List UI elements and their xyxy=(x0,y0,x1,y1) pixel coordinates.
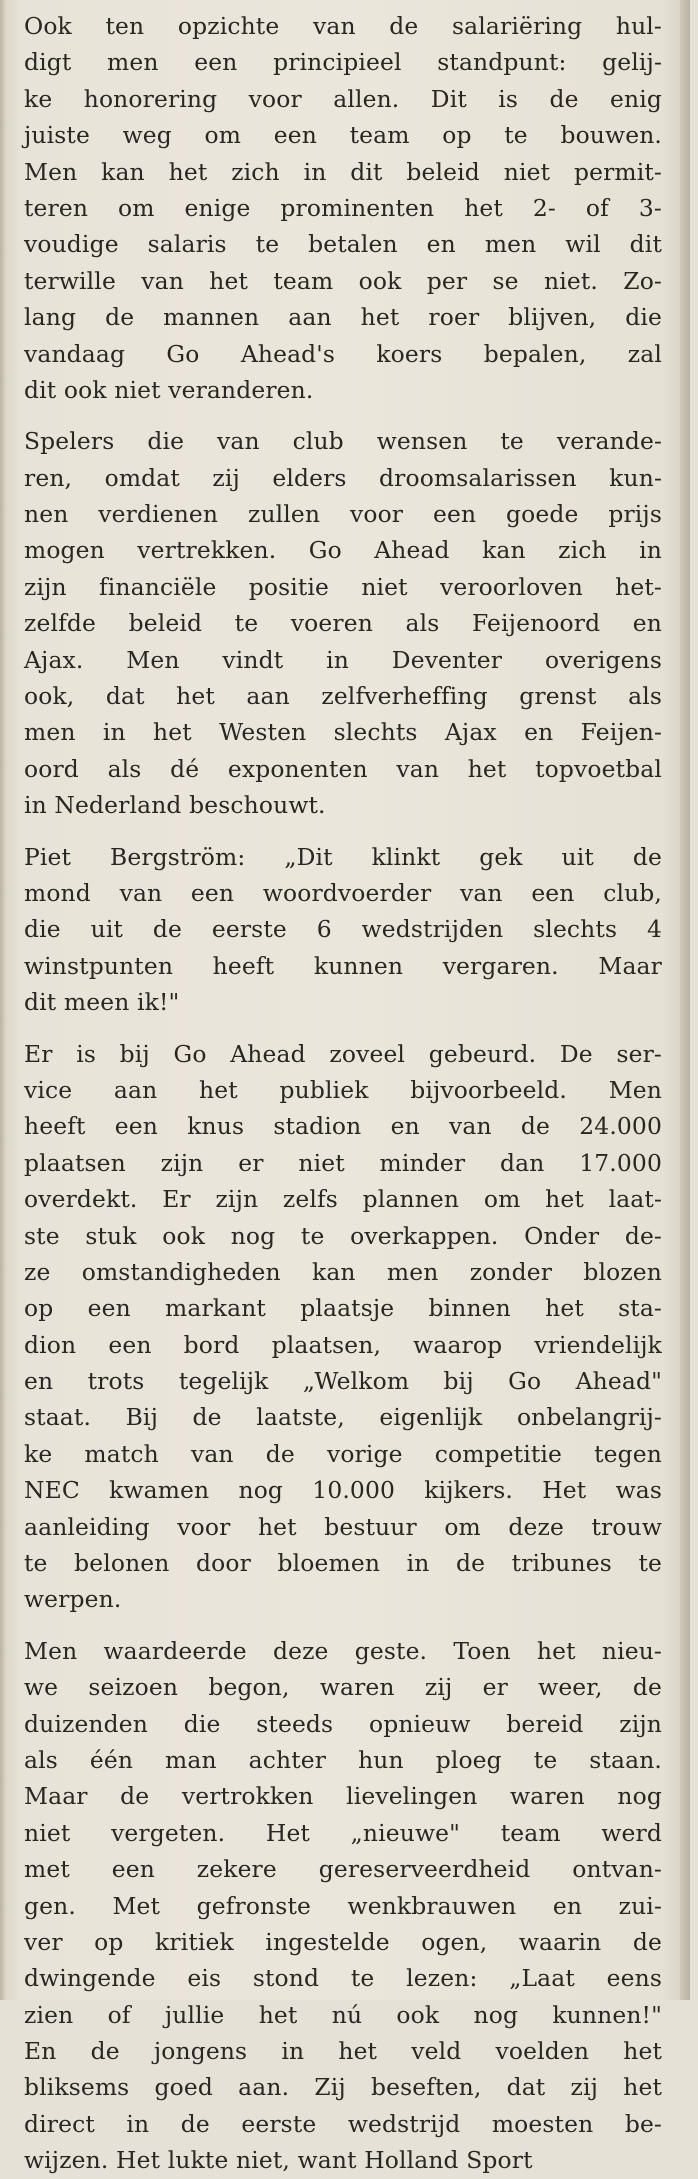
text-line: lang de mannen aan het roer blijven, die xyxy=(24,303,662,332)
text-line: vice aan het publiek bijvoorbeeld. Men xyxy=(24,1075,662,1104)
text-line: als één man achter hun ploeg te staan. xyxy=(24,1745,662,1774)
text-line: digt men een principieel standpunt: gelij- xyxy=(24,48,662,77)
text-line: ver op kritiek ingestelde ogen, waarin de xyxy=(24,1927,662,1956)
text-line: bliksems goed aan. Zij beseften, dat zij het xyxy=(24,2073,662,2102)
text-line: Men waardeerde deze geste. Toen het nieu- xyxy=(24,1636,662,1665)
text-line: we seizoen begon, waren zij er weer, de xyxy=(24,1673,662,1702)
page-edge xyxy=(0,0,6,2000)
text-line: Piet Bergström: „Dit klinkt gek uit de xyxy=(24,842,662,871)
text-line: plaatsen zijn er niet minder dan 17.000 xyxy=(24,1148,662,1177)
text-line: En de jongens in het veld voelden het xyxy=(24,2037,662,2066)
text-line: niet vergeten. Het „nieuwe" team werd xyxy=(24,1818,662,1847)
text-line: ook, dat het aan zelfverheffing grenst als xyxy=(24,682,662,711)
text-line: zijn financiële positie niet veroorloven het- xyxy=(24,572,662,601)
text-line: teren om enige prominenten het 2- of 3- xyxy=(24,193,662,222)
text-line: direct in de eerste wedstrijd moesten be- xyxy=(24,2109,662,2138)
text-line: ste stuk ook nog te overkappen. Onder de- xyxy=(24,1221,662,1250)
text-line: voudige salaris te betalen en men wil dit xyxy=(24,230,662,259)
article-paragraph xyxy=(24,1633,662,2179)
text-line: Ook ten opzichte van de salariëring hul- xyxy=(24,12,662,40)
text-line: dit ook niet veranderen. xyxy=(24,375,314,404)
article-paragraph xyxy=(24,839,662,1021)
text-line: vandaag Go Ahead's koers bepalen, zal xyxy=(24,339,662,368)
text-line: dion een bord plaatsen, waarop vriendelijk xyxy=(24,1330,662,1359)
text-line: ke match van de vorige competitie tegen xyxy=(24,1439,662,1468)
text-line: werpen. xyxy=(24,1585,122,1614)
text-line: aanleiding voor het bestuur om deze trouw xyxy=(24,1512,662,1541)
text-line: staat. Bij de laatste, eigenlijk onbelangrij- xyxy=(24,1403,662,1432)
text-line: Ajax. Men vindt in Deventer overigens xyxy=(24,645,662,674)
article-column xyxy=(24,8,662,2179)
text-line: ze omstandigheden kan men zonder blozen xyxy=(24,1257,662,1286)
text-line: winstpunten heeft kunnen vergaren. Maar xyxy=(24,951,662,980)
text-line: ren, omdat zij elders droomsalarissen kun- xyxy=(24,463,662,492)
text-line: overdekt. Er zijn zelfs plannen om het laat- xyxy=(24,1185,662,1214)
text-line: zelfde beleid te voeren als Feijenoord en xyxy=(24,609,662,638)
text-line: Maar de vertrokken lievelingen waren nog xyxy=(24,1782,662,1811)
text-line: gen. Met gefronste wenkbrauwen en zui- xyxy=(24,1891,662,1920)
text-line: Er is bij Go Ahead zoveel gebeurd. De ser- xyxy=(24,1039,662,1068)
article-paragraph xyxy=(24,423,662,823)
text-line: NEC kwamen nog 10.000 kijkers. Het was xyxy=(24,1476,662,1505)
text-line: oord als dé exponenten van het topvoetbal xyxy=(24,754,662,783)
text-line: Spelers die van club wensen te verande- xyxy=(24,427,662,456)
text-line: met een zekere gereserveerdheid ontvan- xyxy=(24,1855,662,1884)
text-line: en trots tegelijk „Welkom bij Go Ahead" xyxy=(24,1367,662,1396)
article-paragraph xyxy=(24,1036,662,1618)
text-line: op een markant plaatsje binnen het sta- xyxy=(24,1294,662,1323)
text-line: heeft een knus stadion en van de 24.000 xyxy=(24,1112,662,1141)
text-line: dit meen ik!" xyxy=(24,988,180,1017)
text-line: in Nederland beschouwt. xyxy=(24,791,326,820)
text-line: duizenden die steeds opnieuw bereid zijn xyxy=(24,1709,662,1738)
text-line: zien of jullie het nú ook nog kunnen!" xyxy=(24,2000,662,2029)
text-line: te belonen door bloemen in de tribunes te xyxy=(24,1549,662,1578)
text-line: ke honorering voor allen. Dit is de enig xyxy=(24,84,662,113)
text-line: juiste weg om een team op te bouwen. xyxy=(24,121,662,150)
text-line: die uit de eerste 6 wedstrijden slechts 4 xyxy=(24,915,662,944)
article-paragraph xyxy=(24,8,662,408)
text-line: mond van een woordvoerder van een club, xyxy=(24,878,662,907)
text-line: mogen vertrekken. Go Ahead kan zich in xyxy=(24,536,662,565)
text-line: men in het Westen slechts Ajax en Feijen- xyxy=(24,718,662,747)
text-line: dwingende eis stond te lezen: „Laat eens xyxy=(24,1964,662,1993)
page-fold-shadow xyxy=(680,0,690,2000)
text-line: terwille van het team ook per se niet. Zo- xyxy=(24,266,662,295)
text-line: Men kan het zich in dit beleid niet permit- xyxy=(24,157,662,186)
text-line: nen verdienen zullen voor een goede prijs xyxy=(24,500,662,529)
text-line: wijzen. Het lukte niet, want Holland Sport xyxy=(24,2146,533,2175)
